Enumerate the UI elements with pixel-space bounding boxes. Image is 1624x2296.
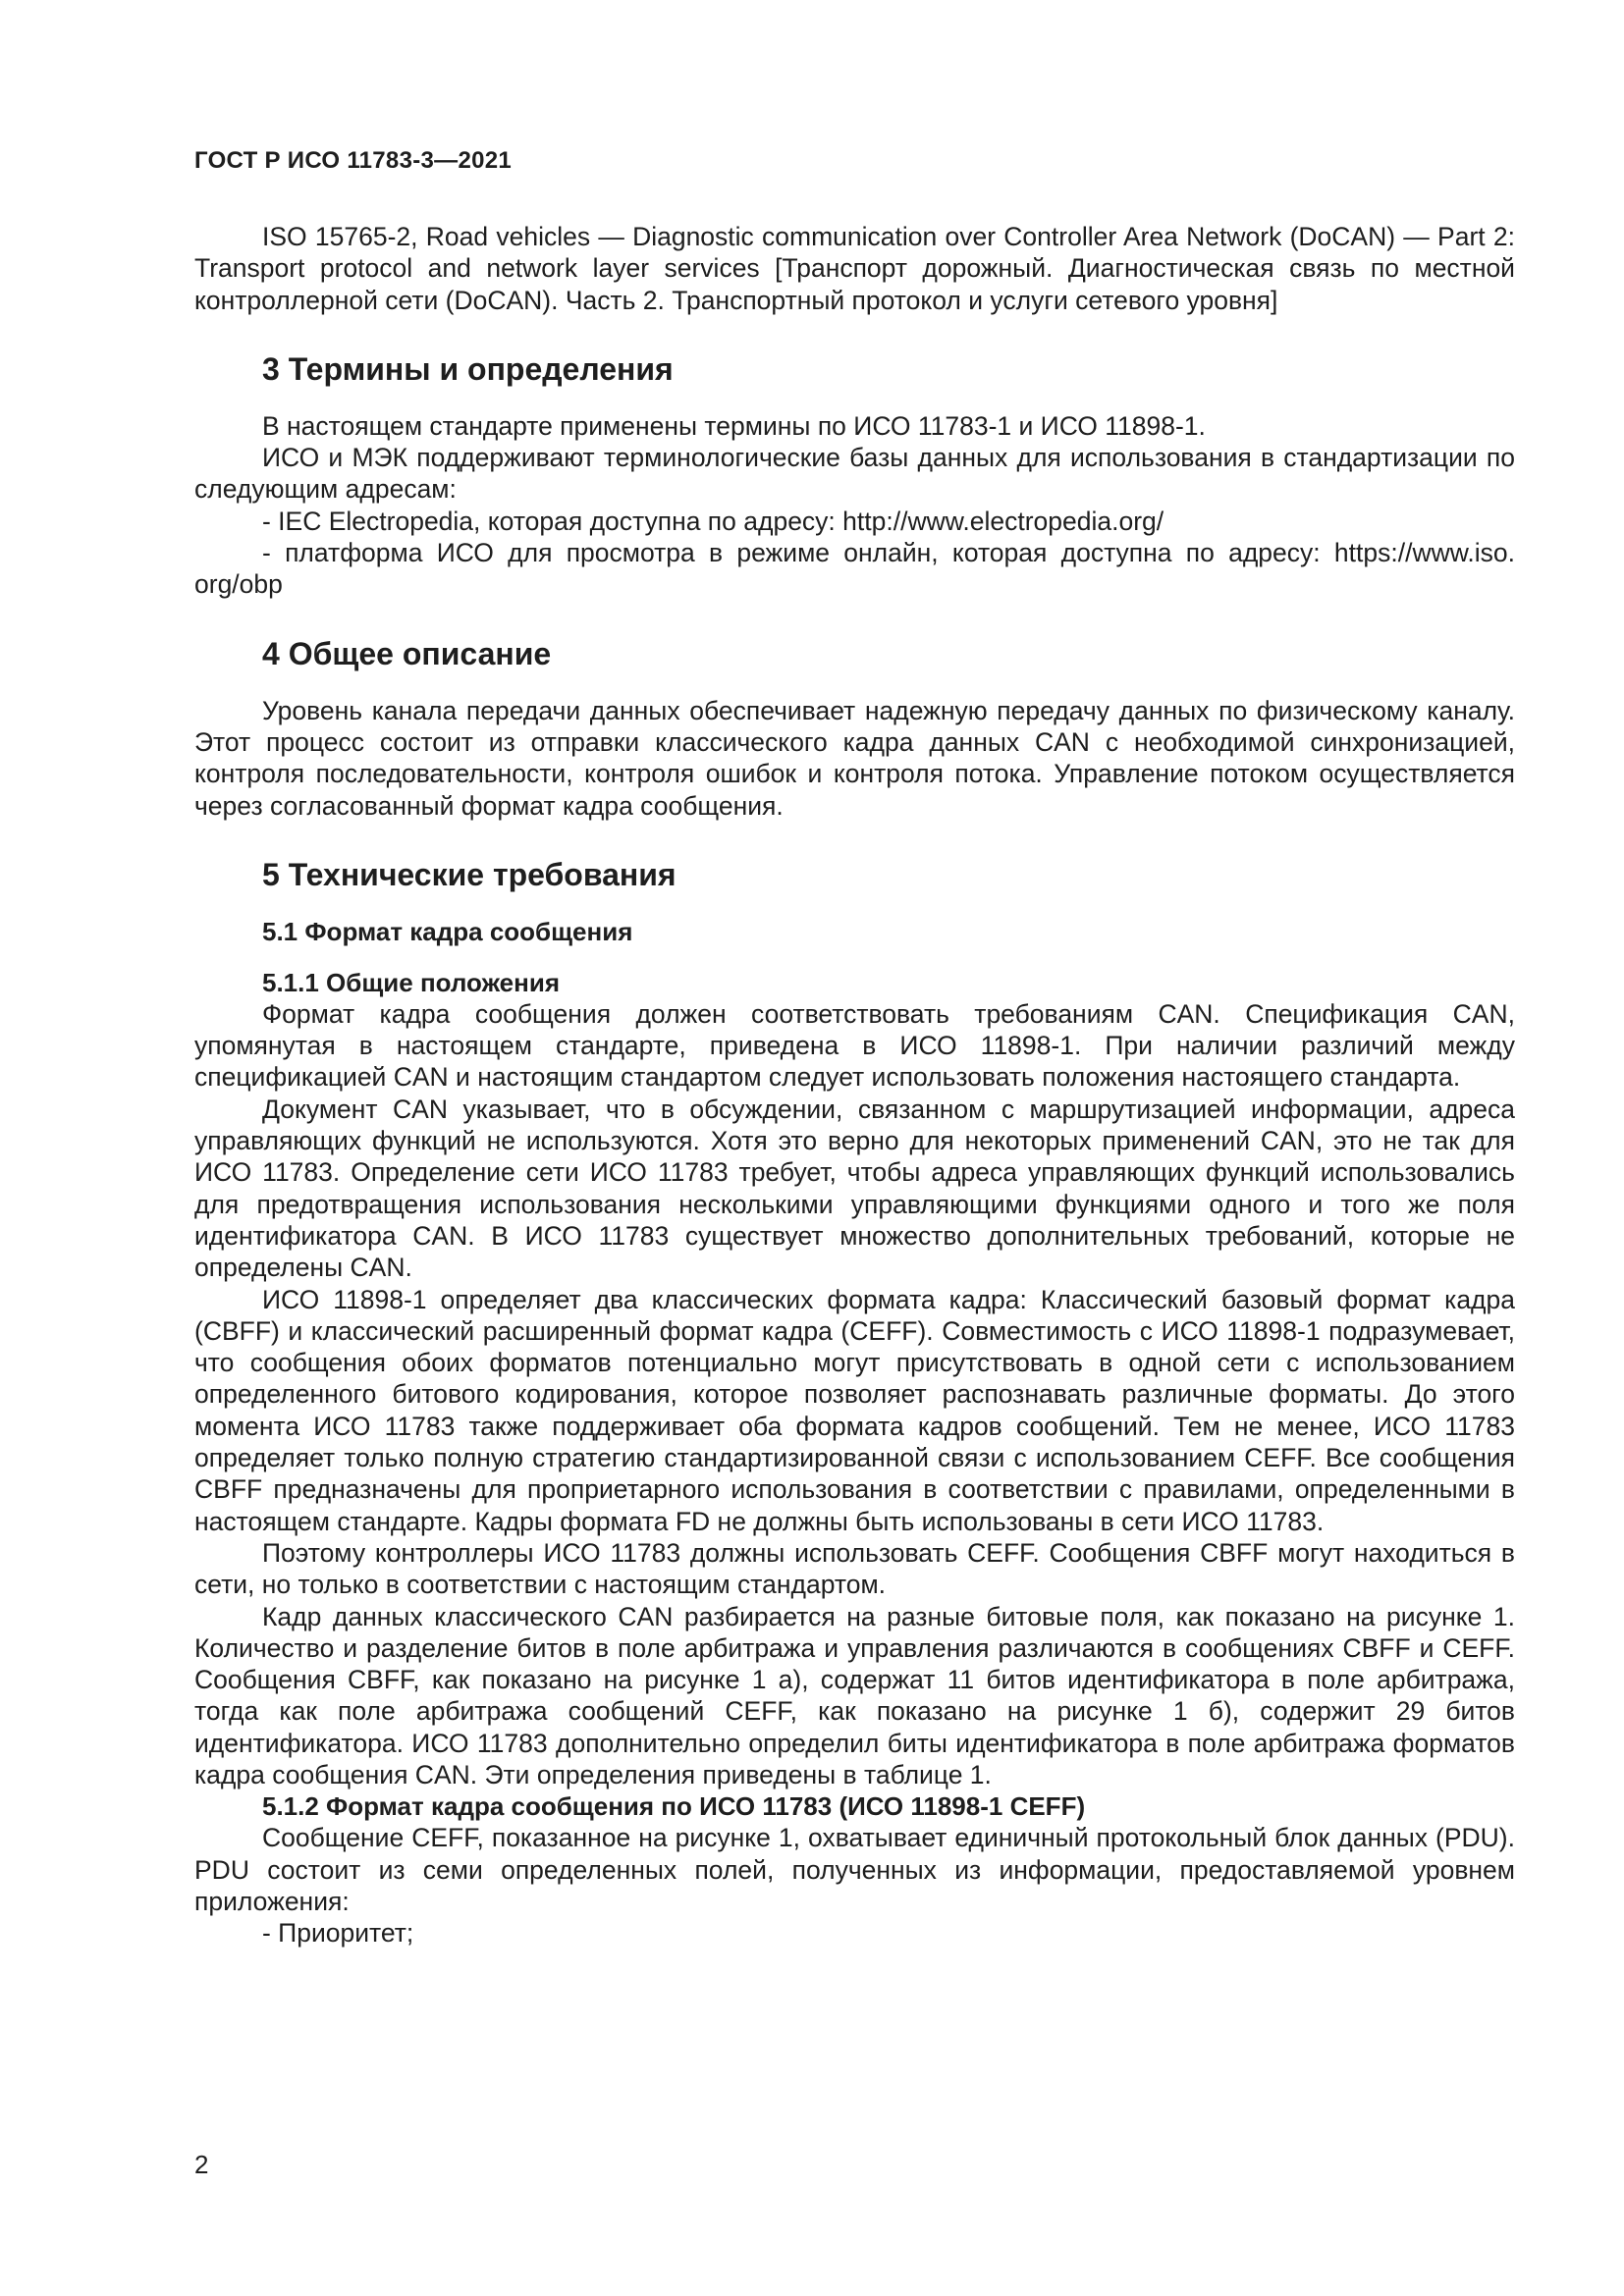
list-item: - IEC Electropedia, которая доступна по адресу: http://www.electropedia.org/ <box>262 506 1164 536</box>
section-5-1-heading: 5.1 Формат кадра сообщения <box>262 916 633 946</box>
reference-paragraph: ISO 15765-2, Road vehicles — Diagnostic communication over Controller Area Network (DoCAN) — Part 2: Transport protocol and network layer services [Транспорт дорожный. Диагностическая связь по местной контроллерной сети (DoCAN). Часть 2. Транспортный протокол и услуги сетевого уровня] <box>194 222 1515 315</box>
document-body <box>194 221 1515 1949</box>
section-5-1-1-paragraph: Кадр данных классического CAN разбирается на разные битовые поля, как показано на рисунке 1. Количество и разделение битов в поле арбитража и управления различаются в сообщениях CBFF и CEFF. Сообщения CBFF, как показано на рисунке 1 а), содержат 11 битов идентификатора в поле арбитража, тогда как поле арбитража сообщений CEFF, как показано на рисунке 1 б), содержит 29 битов идентификатора. ИСО 11783 дополнительно определил биты идентификатора в поле арбитража форматов кадра сообщения CAN. Эти определения приведены в таблице 1. <box>194 1601 1515 1789</box>
section-5-heading: 5 Технические требования <box>262 856 677 892</box>
section-5-1-2-paragraph: Сообщение CEFF, показанное на рисунке 1, охватывает единичный протокольный блок данных (PDU). PDU состоит из семи определенных полей, полученных из информации, предоставляемой уровнем приложения: <box>194 1823 1515 1916</box>
list-item: - Приоритет; <box>262 1918 414 1949</box>
page-number: 2 <box>194 2150 209 2179</box>
section-5-1-1-paragraph: ИСО 11898-1 определяет два классических формата кадра: Классический базовый формат кадра (CBFF) и классический расширенный формат кадра (CEFF). Совместимость с ИСО 11898-1 подразумевает, что сообщения обоих форматов потенциально могут присутствовать в одной сети с использованием определенного битового кодирования, которое позволяет распознавать различные форматы. До этого момента ИСО 11783 также поддерживает оба формата кадров сообщений. Тем не менее, ИСО 11783 определяет только полную стратегию стандартизированной связи с использованием CEFF. Все сообщения CBFF предназначены для проприетарного использования в соответствии с правилами, определенными в настоящем стандарте. Кадры формата FD не должны быть использованы в сети ИСО 11783. <box>194 1284 1515 1536</box>
section-5-1-1-paragraph: Поэтому контроллеры ИСО 11783 должны использовать CEFF. Сообщения CBFF могут находиться в сети, но только в соответствии с настоящим стандартом. <box>194 1537 1515 1600</box>
section-5-1-2-heading: 5.1.2 Формат кадра сообщения по ИСО 11783 (ИСО 11898-1 CEFF) <box>262 1791 1086 1822</box>
section-3-heading: 3 Термины и определения <box>262 350 674 387</box>
section-5-1-1-heading: 5.1.1 Общие положения <box>262 967 560 997</box>
section-4-heading: 4 Общее описание <box>262 635 552 671</box>
section-5-1-1-paragraph: Документ CAN указывает, что в обсуждении, связанном с маршрутизацией информации, адреса управляющих функций не используются. Хотя это верно для некоторых применений CAN, это не так для ИСО 11783. Определение сети ИСО 11783 требует, чтобы адреса управляющих функций использовались для предотвращения использования несколькими управляющими функциями одного и того же поля идентификатора CAN. В ИСО 11783 существует множество дополнительных требований, которые не определены CAN. <box>194 1094 1515 1283</box>
section-4-paragraph-1: Уровень канала передачи данных обеспечивает надежную передачу данных по физическому каналу. Этот процесс состоит из отправки классического кадра данных CAN с необходимой синхронизацией, контроля последовательности, контроля ошибок и контроля потока. Управление потоком осуществляется через согласованный формат кадра сообщения. <box>194 695 1515 821</box>
list-item: - платформа ИСО для просмотра в режиме онлайн, которая доступна по адресу: https://www.iso. org/obp <box>194 538 1515 600</box>
section-5-1-1-paragraph: Формат кадра сообщения должен соответствовать требованиям CAN. Спецификация CAN, упомянутая в настоящем стандарте, приведена в ИСО 11898-1. При наличии различий между спецификацией CAN и настоящим стандартом следует использовать положения настоящего стандарта. <box>194 998 1515 1093</box>
section-3-paragraph-1: В настоящем стандарте применены термины по ИСО 11783-1 и ИСО 11898-1. <box>262 410 1206 441</box>
document-header: ГОСТ Р ИСО 11783-3—2021 <box>194 147 513 174</box>
section-3-paragraph-2: ИСО и МЭК поддерживают терминологические базы данных для использования в стандартизации по следующим адресам: <box>194 443 1515 505</box>
